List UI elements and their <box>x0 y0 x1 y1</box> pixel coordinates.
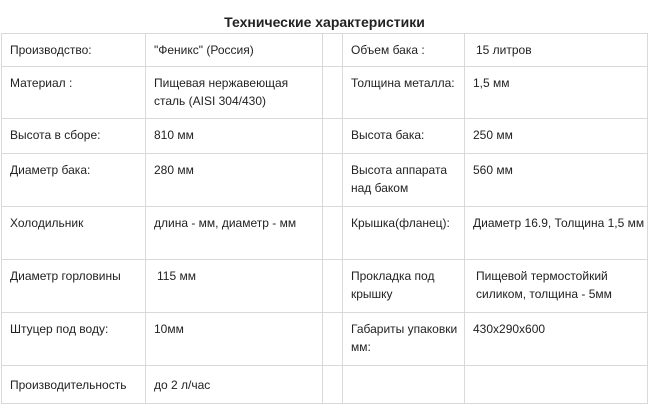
spec-label: Объем бака : <box>343 34 465 67</box>
spec-value: Пищевой термостойкий силиком, толщина - 5мм <box>465 260 648 313</box>
specs-table <box>1 33 648 404</box>
spec-label: Прокладка под крышку <box>343 260 465 313</box>
table-row <box>2 67 648 119</box>
spec-label: Высота аппарата над баком <box>343 154 465 207</box>
spec-value: 10мм <box>146 313 323 366</box>
spec-value: до 2 л/час <box>146 366 323 404</box>
spec-value: 15 литров <box>465 34 648 67</box>
spec-label: Штуцер под воду: <box>2 313 146 366</box>
table-row <box>2 119 648 154</box>
column-gap <box>323 313 343 366</box>
spec-value: длина - мм, диаметр - мм <box>146 207 323 260</box>
page-title: Технические характеристики <box>224 14 425 30</box>
spec-value: 115 мм <box>146 260 323 313</box>
table-row <box>2 366 648 404</box>
spec-value: 1,5 мм <box>465 67 648 119</box>
spec-label: Производительность <box>2 366 146 404</box>
column-gap <box>323 119 343 154</box>
table-row <box>2 260 648 313</box>
spec-label: Высота в сборе: <box>2 119 146 154</box>
spec-value <box>465 366 648 404</box>
column-gap <box>323 67 343 119</box>
spec-value: 280 мм <box>146 154 323 207</box>
spec-value: 430x290x600 <box>465 313 648 366</box>
spec-value: "Феникс" (Россия) <box>146 34 323 67</box>
spec-label: Высота бака: <box>343 119 465 154</box>
column-gap <box>323 366 343 404</box>
spec-value: 250 мм <box>465 119 648 154</box>
spec-label: Диаметр бака: <box>2 154 146 207</box>
column-gap <box>323 260 343 313</box>
column-gap <box>323 207 343 260</box>
spec-label <box>343 366 465 404</box>
table-row <box>2 34 648 67</box>
spec-label: Габариты упаковки мм: <box>343 313 465 366</box>
spec-label: Толщина металла: <box>343 67 465 119</box>
spec-label: Холодильник <box>2 207 146 260</box>
column-gap <box>323 34 343 67</box>
spec-label: Материал : <box>2 67 146 119</box>
spec-value: Диаметр 16.9, Толщина 1,5 мм <box>465 207 648 260</box>
spec-label: Производство: <box>2 34 146 67</box>
spec-value: 560 мм <box>465 154 648 207</box>
spec-label: Крышка(фланец): <box>343 207 465 260</box>
spec-value: 810 мм <box>146 119 323 154</box>
table-row <box>2 154 648 207</box>
column-gap <box>323 154 343 207</box>
spec-label: Диаметр горловины <box>2 260 146 313</box>
table-row <box>2 207 648 260</box>
spec-value: Пищевая нержавеющая сталь (AISI 304/430) <box>146 67 323 119</box>
table-row <box>2 313 648 366</box>
